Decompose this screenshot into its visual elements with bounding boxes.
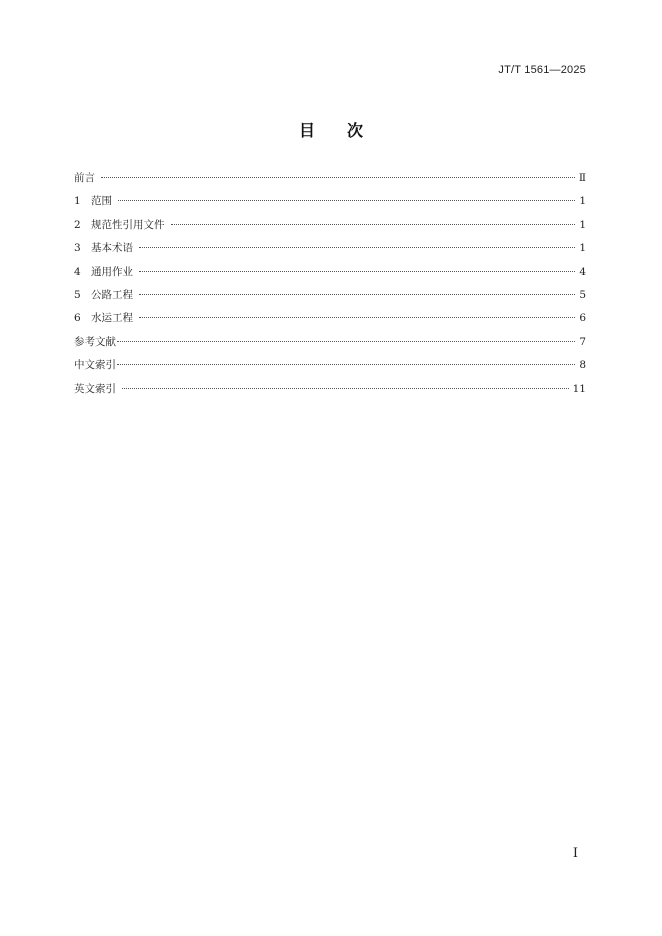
dot-leader [171,224,576,225]
toc-entry-english-index[interactable] [74,381,586,404]
dot-leader [139,317,575,318]
toc-entry-number: 4 [74,265,81,278]
table-of-contents [74,170,586,404]
dot-leader [122,388,569,389]
toc-entry-label: 中文索引 [74,359,116,372]
dot-leader [139,247,575,248]
toc-entry-label: 范围 [91,195,112,208]
toc-entry-page: 7 [579,335,586,348]
toc-entry-foreword[interactable] [74,170,586,193]
toc-entry-waterway-engineering[interactable] [74,310,586,333]
toc-entry-page: 5 [579,288,586,301]
toc-entry-label: 基本术语 [91,242,133,255]
toc-entry-normative-references[interactable] [74,217,586,240]
toc-entry-label: 前言 [74,172,95,184]
toc-entry-page: Ⅱ [578,172,586,184]
toc-entry-label: 公路工程 [91,288,133,301]
page-number: I [572,846,578,861]
toc-entry-highway-engineering[interactable] [74,287,586,310]
toc-entry-chinese-index[interactable] [74,357,586,380]
dot-leader [139,271,575,272]
toc-entry-number: 1 [74,195,81,208]
toc-entry-bibliography[interactable] [74,334,586,357]
toc-entry-page: 4 [579,265,586,278]
standard-number: JT/T 1561—2025 [498,64,586,76]
page-title [0,118,662,141]
title-char-2: 次 [347,121,364,140]
toc-entry-page: 1 [579,195,586,208]
toc-entry-page: 11 [572,382,586,395]
toc-entry-label: 英文索引 [74,382,116,395]
toc-entry-basic-terms[interactable] [74,240,586,263]
toc-entry-page: 1 [579,218,586,231]
toc-entry-page: 6 [579,312,586,325]
dot-leader [139,294,575,295]
title-char-1: 目 [298,121,315,140]
toc-entry-number: 6 [74,312,81,325]
toc-entry-general-operations[interactable] [74,264,586,287]
dot-leader [117,364,575,365]
toc-entry-label: 水运工程 [91,312,133,325]
toc-entry-scope[interactable] [74,193,586,216]
toc-entry-page: 1 [579,242,586,255]
toc-entry-label: 参考文献 [74,335,116,348]
toc-entry-number: 3 [74,242,81,255]
toc-entry-label: 规范性引用文件 [91,218,165,231]
dot-leader [118,200,575,201]
toc-entry-number: 5 [74,288,81,301]
dot-leader [117,341,575,342]
dot-leader [101,177,575,178]
toc-entry-label: 通用作业 [91,265,133,278]
toc-entry-page: 8 [579,359,586,372]
toc-entry-number: 2 [74,218,81,231]
